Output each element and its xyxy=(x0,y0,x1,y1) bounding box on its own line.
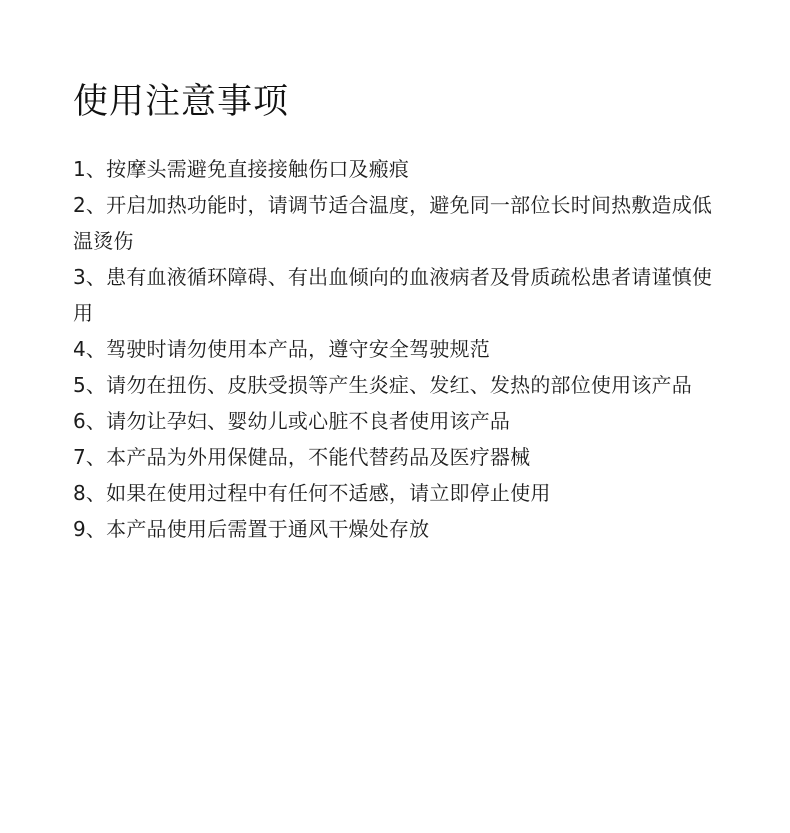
precaution-item: 5、请勿在扭伤、皮肤受损等产生炎症、发红、发热的部位使用该产品 xyxy=(73,373,692,397)
precaution-item: 6、请勿让孕妇、婴幼儿或心脏不良者使用该产品 xyxy=(73,409,511,433)
precaution-item: 1、按摩头需避免直接接触伤口及瘢痕 xyxy=(73,157,410,181)
precaution-item: 2、开启加热功能时，请调节适合温度，避免同一部位长时间热敷造成低温烫伤 xyxy=(73,193,713,253)
precaution-item: 8、如果在使用过程中有任何不适感，请立即停止使用 xyxy=(73,481,551,505)
precautions-list xyxy=(73,151,723,547)
precaution-item: 7、本产品为外用保健品，不能代替药品及医疗器械 xyxy=(73,445,531,469)
precaution-item: 4、驾驶时请勿使用本产品，遵守安全驾驶规范 xyxy=(73,337,490,361)
precaution-item: 3、患有血液循环障碍、有出血倾向的血液病者及骨质疏松患者请谨慎使用 xyxy=(73,265,713,325)
precaution-item: 9、本产品使用后需置于通风干燥处存放 xyxy=(73,517,430,541)
page-title: 使用注意事项 xyxy=(73,82,290,122)
